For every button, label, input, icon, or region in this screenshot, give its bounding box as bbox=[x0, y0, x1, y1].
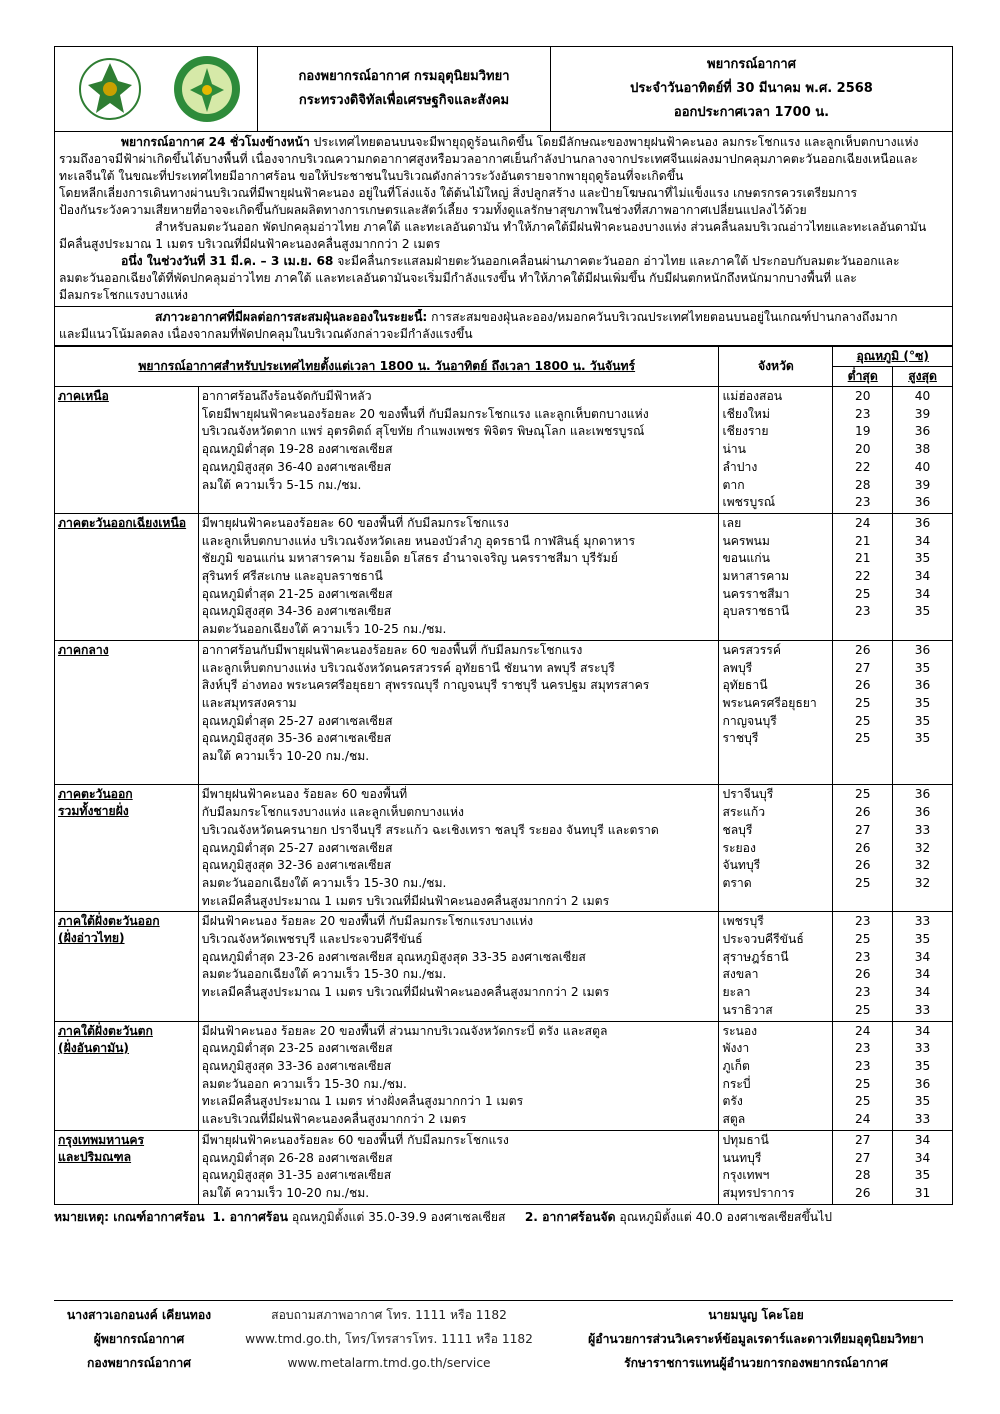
min-temp-value: 19 bbox=[854, 424, 871, 439]
min-temp-list bbox=[833, 387, 893, 514]
region-description bbox=[198, 513, 719, 640]
region-name bbox=[55, 785, 199, 912]
max-temp-value: 34 bbox=[914, 949, 931, 964]
region-row bbox=[55, 1130, 953, 1204]
province-name: น่าน bbox=[722, 442, 746, 457]
description-line: และลูกเห็บตกบางแห่ง บริเวณจังหวัดเลย หนองบัวลำภู อุดรธานี กาฬสินธุ์ มุกดาหาร bbox=[201, 533, 635, 548]
region-row bbox=[55, 640, 953, 785]
region-description bbox=[198, 387, 719, 514]
dust-text: การสะสมของฝุ่นละออง/หมอกควันบริเวณประเทศไทยตอนบนอยู่ในเกณฑ์ปานกลางถึงมาก bbox=[427, 310, 898, 324]
province-name: เพชรบูรณ์ bbox=[722, 495, 776, 510]
min-temp-value: 20 bbox=[854, 442, 871, 457]
description-line: มีพายุฝนฟ้าคะนอง ร้อยละ 60 ของพื้นที่ bbox=[201, 787, 408, 802]
forecaster-name: นางสาวเอกอนงค์ เคียนทอง bbox=[66, 1308, 212, 1322]
summary-line bbox=[59, 185, 948, 202]
region-description bbox=[198, 1021, 719, 1130]
max-temp-value: 33 bbox=[914, 914, 931, 929]
forecast-heading: พยากรณ์อากาศสำหรับประเทศไทยตั้งแต่เวลา 1800 น. วันอาทิตย์ ถึงเวลา 1800 น. วันจันทร์ bbox=[55, 347, 719, 387]
description-line: อุณหภูมิต่ำสุด 25-27 องศาเซลเซียส bbox=[201, 713, 393, 728]
province-list bbox=[719, 640, 833, 785]
max-temp-value: 39 bbox=[914, 406, 931, 421]
description-line: ลมใต้ ความเร็ว 10-20 กม./ชม. bbox=[201, 1185, 370, 1200]
min-temp-value: 27 bbox=[854, 660, 871, 675]
province-name: สตูล bbox=[722, 1112, 746, 1127]
summary-line bbox=[59, 202, 948, 219]
max-temp-list bbox=[893, 513, 953, 640]
max-temp-value: 33 bbox=[914, 1112, 931, 1127]
region-name-line: ภาคตะวันออก bbox=[58, 787, 133, 802]
min-temp-value: 25 bbox=[854, 1076, 871, 1091]
dust-section bbox=[54, 307, 953, 346]
min-temp-value: 23 bbox=[854, 604, 871, 619]
description-line: อุณหภูมิสูงสุด 34-36 องศาเซลเซียส bbox=[201, 604, 392, 619]
description-line: อุณหภูมิต่ำสุด 26-28 องศาเซลเซียส bbox=[201, 1150, 393, 1165]
dust-line bbox=[59, 326, 948, 343]
ministry-logo-icon bbox=[74, 57, 146, 121]
min-temp-list bbox=[833, 640, 893, 785]
min-temp-value: 24 bbox=[854, 1023, 871, 1038]
min-temp-value: 23 bbox=[854, 1059, 871, 1073]
max-temp-value: 39 bbox=[914, 477, 931, 492]
min-temp-value: 26 bbox=[854, 1185, 871, 1200]
contact-phone: สอบถามสภาพอากาศ โทร. 1111 หรือ 1182 bbox=[271, 1308, 507, 1322]
min-temp-value: 25 bbox=[854, 586, 871, 601]
dust-heading: สภาวะอากาศที่มีผลต่อการสะสมฝุ่นละอองในระยะนี้: bbox=[155, 310, 428, 324]
max-temp-value: 35 bbox=[914, 1094, 931, 1109]
max-temp-value: 35 bbox=[914, 660, 931, 675]
province-name: ตาก bbox=[722, 477, 745, 492]
issue-time: ออกประกาศเวลา 1700 น. bbox=[673, 105, 830, 120]
summary-text: มีคลื่นสูงประมาณ 1 เมตร บริเวณที่มีฝนฟ้าคะนองคลื่นสูงมากกว่า 2 เมตร bbox=[59, 237, 441, 251]
min-temp-header: ต่ำสุด bbox=[833, 367, 893, 387]
summary-line bbox=[59, 134, 948, 151]
description-line: โดยมีพายุฝนฟ้าคะนองร้อยละ 20 ของพื้นที่ กับมีลมกระโชกแรง และลูกเห็บตกบางแห่ง bbox=[201, 406, 649, 421]
region-description bbox=[198, 912, 719, 1021]
summary-line bbox=[59, 270, 948, 287]
province-name: ชลบุรี bbox=[722, 822, 753, 837]
description-line: สิงห์บุรี อ่างทอง พระนครศรีอยุธยา สุพรรณบุรี กาญจนบุรี ราชบุรี นครปฐม สมุทรสาคร bbox=[201, 678, 650, 693]
province-name: ภูเก็ต bbox=[722, 1059, 750, 1073]
document-title: พยากรณ์อากาศ bbox=[707, 57, 796, 72]
max-temp-value: 34 bbox=[914, 1023, 931, 1038]
min-temp-value: 25 bbox=[854, 787, 871, 802]
summary-line bbox=[59, 287, 948, 304]
description-line: มีพายุฝนฟ้าคะนองร้อยละ 60 ของพื้นที่ กับมีลมกระโชกแรง bbox=[201, 1132, 509, 1147]
province-name: กรุงเทพฯ bbox=[722, 1168, 770, 1183]
description-line: กับมีลมกระโชกแรงบางแห่ง และลูกเห็บตกบางแห่ง bbox=[201, 805, 464, 820]
region-name-line: และปริมณฑล bbox=[58, 1149, 132, 1164]
contact-info bbox=[229, 1303, 549, 1375]
min-temp-value: 27 bbox=[854, 1132, 871, 1147]
province-name: ลำปาง bbox=[722, 459, 758, 474]
very-hot-label: 2. อากาศร้อนจัด bbox=[524, 1209, 616, 1224]
min-temp-value: 22 bbox=[854, 459, 871, 474]
max-temp-value: 35 bbox=[914, 713, 931, 728]
max-temp-list bbox=[893, 912, 953, 1021]
region-name bbox=[55, 387, 199, 514]
description-line: อุณหภูมิต่ำสุด 25-27 องศาเซลเซียส bbox=[201, 840, 393, 855]
max-temp-list bbox=[893, 1130, 953, 1204]
province-name: เชียงราย bbox=[722, 424, 769, 439]
max-temp-value: 34 bbox=[914, 586, 931, 601]
max-temp-list bbox=[893, 387, 953, 514]
region-name bbox=[55, 513, 199, 640]
director-role: ผู้อำนวยการส่วนวิเคราะห์ข้อมูลเรดาร์และดาวเทียมอุตุนิยมวิทยา bbox=[588, 1332, 924, 1346]
max-temp-value: 34 bbox=[914, 967, 931, 982]
footnote-label: หมายเหตุ: เกณฑ์อากาศร้อน bbox=[54, 1209, 205, 1224]
province-header: จังหวัด bbox=[719, 347, 833, 387]
min-temp-value: 25 bbox=[854, 713, 871, 728]
max-temp-value: 32 bbox=[914, 840, 931, 855]
province-name: ระนอง bbox=[722, 1023, 758, 1038]
logos-cell bbox=[55, 47, 258, 132]
province-name: นครสวรรค์ bbox=[722, 642, 781, 657]
min-temp-value: 25 bbox=[854, 1002, 871, 1017]
region-row bbox=[55, 1021, 953, 1130]
description-line: อุณหภูมิต่ำสุด 23-25 องศาเซลเซียส bbox=[201, 1041, 393, 1056]
director-acting-role: รักษาราชการแทนผู้อำนวยการกองพยากรณ์อากาศ bbox=[624, 1356, 888, 1370]
region-name-line: (ฝั่งอันดามัน) bbox=[58, 1040, 130, 1055]
max-temp-value: 36 bbox=[914, 678, 931, 693]
min-temp-value: 28 bbox=[854, 1168, 871, 1183]
province-name: สงขลา bbox=[722, 967, 759, 982]
forecaster-division: กองพยากรณ์อากาศ bbox=[86, 1356, 192, 1370]
min-temp-value: 21 bbox=[854, 533, 871, 548]
summary-text: ประเทศไทยตอนบนจะมีพายุฤดูร้อนเกิดขึ้น โดยมีลักษณะของพายุฝนฟ้าคะนอง ลมกระโชกแรง และลูกเห็บตกบางแห่ง bbox=[309, 135, 919, 149]
summary-heading: พยากรณ์อากาศ 24 ชั่วโมงข้างหน้า bbox=[121, 135, 310, 149]
min-temp-value: 24 bbox=[854, 1112, 871, 1127]
min-temp-value: 23 bbox=[854, 1041, 871, 1056]
header-table bbox=[54, 46, 953, 132]
region-row bbox=[55, 513, 953, 640]
province-name: ลพบุรี bbox=[722, 660, 753, 675]
description-line: ลมตะวันออกเฉียงใต้ ความเร็ว 15-30 กม./ชม. bbox=[201, 967, 447, 982]
dust-line bbox=[59, 309, 948, 326]
max-temp-value: 38 bbox=[914, 442, 931, 457]
max-temp-value: 35 bbox=[914, 1168, 931, 1183]
province-name: นนทบุรี bbox=[722, 1150, 762, 1165]
province-list bbox=[719, 1021, 833, 1130]
province-name: ตรัง bbox=[722, 1094, 743, 1109]
region-row bbox=[55, 912, 953, 1021]
province-name: นครพนม bbox=[722, 533, 770, 548]
summary-text: จะมีคลื่นกระแสลมฝ่ายตะวันออกเคลื่อนผ่านภาคตะวันออก อ่าวไทย และภาคใต้ ประกอบกับลมตะวันออกและ bbox=[333, 254, 900, 268]
summary-text: รวมถึงอาจมีฟ้าผ่าเกิดขึ้นได้บางพื้นที่ เนื่องจากบริเวณความกดอากาศสูงหรือมวลอากาศเย็นกำลังปานกลางจากประเทศจีนแผ่ลงมาปกคลุมภาคตะวันออกเฉียงเหนือและ bbox=[59, 152, 918, 166]
description-line: อุณหภูมิสูงสุด 36-40 องศาเซลเซียส bbox=[201, 459, 392, 474]
min-temp-value: 25 bbox=[854, 731, 871, 746]
min-temp-value: 25 bbox=[854, 1094, 871, 1109]
province-name: พระนครศรีอยุธยา bbox=[722, 695, 817, 710]
region-name bbox=[55, 1021, 199, 1130]
summary-section bbox=[54, 132, 953, 307]
region-name-line: (ฝั่งอ่าวไทย) bbox=[58, 931, 125, 946]
region-name-line: รวมทั้งชายฝั่ง bbox=[58, 804, 129, 819]
province-name: กาญจนบุรี bbox=[722, 713, 777, 728]
min-temp-value: 26 bbox=[854, 678, 871, 693]
title-cell bbox=[551, 47, 953, 132]
description-line: ชัยภูมิ ขอนแก่น มหาสารคาม ร้อยเอ็ด ยโสธร อำนาจเจริญ นครราชสีมา บุรีรัมย์ bbox=[201, 551, 618, 566]
description-line: อุณหภูมิสูงสุด 33-36 องศาเซลเซียส bbox=[201, 1059, 392, 1073]
province-name: นราธิวาส bbox=[722, 1002, 773, 1017]
max-temp-value: 31 bbox=[914, 1185, 931, 1200]
min-temp-value: 26 bbox=[854, 967, 871, 982]
max-temp-value: 33 bbox=[914, 1002, 931, 1017]
description-line: มีฝนฟ้าคะนอง ร้อยละ 20 ของพื้นที่ ส่วนมากบริเวณจังหวัดกระบี่ ตรัง และสตูล bbox=[201, 1023, 608, 1038]
min-temp-value: 23 bbox=[854, 914, 871, 929]
dust-text: และมีแนวโน้มลดลง เนื่องจากลมที่พัดปกคลุมในบริเวณดังกล่าวจะมีกำลังแรงขึ้น bbox=[59, 327, 473, 341]
min-temp-value: 27 bbox=[854, 822, 871, 837]
province-name: จันทบุรี bbox=[722, 858, 761, 873]
summary-line bbox=[59, 253, 948, 270]
max-temp-value: 34 bbox=[914, 569, 931, 584]
max-temp-value: 36 bbox=[914, 805, 931, 820]
region-name-line: ภาคใต้ฝั่งตะวันออก bbox=[58, 914, 160, 929]
max-temp-value: 35 bbox=[914, 932, 931, 947]
contact-website[interactable]: www.tmd.go.th, โทร/โทรสารโทร. 1111 หรือ 1182 bbox=[245, 1332, 533, 1346]
province-name: ปทุมธานี bbox=[722, 1132, 769, 1147]
description-line: อากาศร้อนกับมีพายุฝนฟ้าคะนองร้อยละ 60 ของพื้นที่ กับมีลมกระโชกแรง bbox=[201, 642, 583, 657]
max-temp-value: 32 bbox=[914, 875, 931, 890]
min-temp-value: 28 bbox=[854, 477, 871, 492]
org-name: กองพยากรณ์อากาศ กรมอุตุนิยมวิทยา bbox=[298, 69, 510, 84]
min-temp-value: 26 bbox=[854, 805, 871, 820]
summary-heading: อนึ่ง ในช่วงวันที่ 31 มี.ค. – 3 เม.ย. 68 bbox=[121, 254, 334, 268]
min-temp-list bbox=[833, 1130, 893, 1204]
max-temp-value: 40 bbox=[914, 389, 931, 403]
min-temp-value: 23 bbox=[854, 495, 871, 510]
province-list bbox=[719, 513, 833, 640]
province-list bbox=[719, 387, 833, 514]
province-name: สมุทรปราการ bbox=[722, 1185, 795, 1200]
contact-service-link[interactable]: www.metalarm.tmd.go.th/service bbox=[287, 1356, 491, 1370]
description-line: ลมใต้ ความเร็ว 10-20 กม./ชม. bbox=[201, 749, 370, 764]
region-name-line: ภาคกลาง bbox=[58, 642, 109, 657]
region-description bbox=[198, 785, 719, 912]
description-line: สุรินทร์ ศรีสะเกษ และอุบลราชธานี bbox=[201, 569, 383, 584]
region-row bbox=[55, 785, 953, 912]
province-list bbox=[719, 785, 833, 912]
province-name: ยะลา bbox=[722, 985, 751, 1000]
region-name-line: กรุงเทพมหานคร bbox=[58, 1132, 145, 1147]
description-line: อุณหภูมิต่ำสุด 19-28 องศาเซลเซียส bbox=[201, 442, 393, 457]
province-name: อุบลราชธานี bbox=[722, 604, 790, 619]
summary-text: ป้องกันระวังความเสียหายที่อาจจะเกิดขึ้นกับผลผลิตทางการเกษตรและสัตว์เลี้ยง รวมทั้งดูแลรักษาสุขภาพในช่วงที่สภาพอากาศเปลี่ยนแปลงไว้ด้วย bbox=[59, 203, 807, 217]
province-name: สระแก้ว bbox=[722, 805, 766, 820]
forecast-document bbox=[54, 46, 953, 1227]
summary-text: มีลมกระโชกแรงบางแห่ง bbox=[59, 288, 188, 302]
max-temp-value: 34 bbox=[914, 985, 931, 1000]
min-temp-value: 24 bbox=[854, 515, 871, 530]
province-name: เพชรบุรี bbox=[722, 914, 764, 929]
min-temp-value: 26 bbox=[854, 840, 871, 855]
min-temp-value: 25 bbox=[854, 695, 871, 710]
signature-block bbox=[54, 1300, 953, 1370]
forecaster-signature bbox=[54, 1303, 224, 1375]
region-name-line: ภาคเหนือ bbox=[58, 389, 109, 403]
hot-label: 1. อากาศร้อน bbox=[212, 1209, 289, 1224]
province-name: นครราชสีมา bbox=[722, 586, 790, 601]
tmd-logo-icon bbox=[172, 54, 242, 124]
description-line: และลูกเห็บตกบางแห่ง บริเวณจังหวัดนครสวรรค์ อุทัยธานี ชัยนาท ลพบุรี สระบุรี bbox=[201, 660, 615, 675]
province-name: สุราษฎร์ธานี bbox=[722, 949, 789, 964]
region-name bbox=[55, 1130, 199, 1204]
province-name: พังงา bbox=[722, 1041, 750, 1056]
max-temp-value: 35 bbox=[914, 1059, 931, 1073]
province-name: เลย bbox=[722, 515, 742, 530]
min-temp-value: 20 bbox=[854, 389, 871, 403]
province-list bbox=[719, 1130, 833, 1204]
min-temp-list bbox=[833, 1021, 893, 1130]
description-line: และสมุทรสงคราม bbox=[201, 695, 297, 710]
province-name: อุทัยธานี bbox=[722, 678, 768, 693]
max-temp-value: 34 bbox=[914, 1150, 931, 1165]
description-line bbox=[202, 766, 716, 784]
region-name-line: ภาคตะวันออกเฉียงเหนือ bbox=[58, 515, 187, 530]
description-line: อุณหภูมิสูงสุด 32-36 องศาเซลเซียส bbox=[201, 858, 392, 873]
very-hot-criteria: อุณหภูมิตั้งแต่ 40.0 องศาเซลเซียสขึ้นไป bbox=[615, 1209, 832, 1224]
document-date: ประจำวันอาทิตย์ที่ 30 มีนาคม พ.ศ. 2568 bbox=[630, 81, 873, 96]
max-temp-value: 35 bbox=[914, 604, 931, 619]
description-line: บริเวณจังหวัดนครนายก ปราจีนบุรี สระแก้ว ฉะเชิงเทรา ชลบุรี ระยอง จันทบุรี และตราด bbox=[201, 822, 659, 837]
footnote bbox=[54, 1208, 953, 1227]
max-temp-value: 35 bbox=[914, 695, 931, 710]
min-temp-value: 23 bbox=[854, 406, 871, 421]
province-name: มหาสารคาม bbox=[722, 569, 790, 584]
min-temp-value: 25 bbox=[854, 932, 871, 947]
max-temp-value: 35 bbox=[914, 731, 931, 746]
description-line: บริเวณจังหวัดเพชรบุรี และประจวบคีรีขันธ์ bbox=[201, 932, 423, 947]
max-temp-header: สูงสุด bbox=[893, 367, 953, 387]
director-signature bbox=[559, 1303, 953, 1375]
summary-text: โดยหลีกเลี่ยงการเดินทางผ่านบริเวณที่มีพายุฝนฟ้าคะนอง อยู่ในที่โล่งแจ้ง ใต้ต้นไม้ใหญ่ สิ่งปลูกสร้าง และป้ายโฆษณาที่ไม่แข็งแรง เกษตรกรควรเตรียมการ bbox=[59, 186, 858, 200]
director-name: นายมนูญ โคะโอย bbox=[708, 1308, 804, 1322]
max-temp-value: 35 bbox=[914, 551, 931, 566]
province-name: กระบี่ bbox=[722, 1076, 751, 1091]
min-temp-list bbox=[833, 513, 893, 640]
min-temp-value: 21 bbox=[854, 551, 871, 566]
description-line: ลมใต้ ความเร็ว 5-15 กม./ชม. bbox=[201, 477, 362, 492]
region-name bbox=[55, 640, 199, 785]
description-line: มีฝนฟ้าคะนอง ร้อยละ 20 ของพื้นที่ กับมีลมกระโชกแรงบางแห่ง bbox=[201, 914, 534, 929]
max-temp-value: 33 bbox=[914, 822, 931, 837]
description-line: ลมตะวันออกเฉียงใต้ ความเร็ว 10-25 กม./ชม. bbox=[201, 622, 447, 637]
description-line: ลมตะวันออก ความเร็ว 15-30 กม./ชม. bbox=[201, 1076, 407, 1091]
description-line: อุณหภูมิต่ำสุด 21-25 องศาเซลเซียส bbox=[201, 586, 393, 601]
max-temp-list bbox=[893, 640, 953, 785]
summary-line bbox=[59, 151, 948, 168]
summary-text: ทะเลจีนใต้ ในขณะที่ประเทศไทยมีอากาศร้อน ขอให้ประชาชนในบริเวณดังกล่าวระวังอันตรายจากพายุฤดูร้อนที่จะเกิดขึ้น bbox=[59, 169, 684, 183]
province-name: เชียงใหม่ bbox=[722, 406, 770, 421]
max-temp-value: 36 bbox=[914, 1076, 931, 1091]
summary-text: สำหรับลมตะวันออก พัดปกคลุมอ่าวไทย ภาคใต้ และทะเลอันดามัน ทำให้ภาคใต้มีฝนฟ้าคะนองบางแห่ง ส่วนคลื่นลมบริเวณอ่าวไทยและทะเลอันดามัน bbox=[155, 220, 927, 234]
description-line bbox=[202, 1002, 716, 1020]
max-temp-value: 36 bbox=[914, 495, 931, 510]
min-temp-value: 26 bbox=[854, 642, 871, 657]
province-name: ราชบุรี bbox=[722, 731, 759, 746]
min-temp-value: 23 bbox=[854, 985, 871, 1000]
max-temp-value: 36 bbox=[914, 642, 931, 657]
max-temp-value: 40 bbox=[914, 459, 931, 474]
description-line: อุณหภูมิต่ำสุด 23-26 องศาเซลเซียส อุณหภูมิสูงสุด 33-35 องศาเซลเซียส bbox=[201, 949, 586, 964]
description-line: บริเวณจังหวัดตาก แพร่ อุตรดิตถ์ สุโขทัย กำแพงเพชร พิจิตร พิษณุโลก และเพชรบูรณ์ bbox=[201, 424, 645, 439]
max-temp-value: 32 bbox=[914, 858, 931, 873]
province-name: แม่ฮ่องสอน bbox=[722, 389, 783, 403]
organization-cell bbox=[258, 47, 551, 132]
min-temp-value: 27 bbox=[854, 1150, 871, 1165]
min-temp-value: 23 bbox=[854, 949, 871, 964]
min-temp-value: 25 bbox=[854, 875, 871, 890]
summary-line bbox=[59, 236, 948, 253]
max-temp-value: 36 bbox=[914, 787, 931, 802]
description-line: ทะเลมีคลื่นสูงประมาณ 1 เมตร บริเวณที่มีฝนฟ้าคะนองคลื่นสูงมากกว่า 2 เมตร bbox=[201, 985, 610, 1000]
min-temp-value: 26 bbox=[854, 858, 871, 873]
province-name: ประจวบคีรีขันธ์ bbox=[722, 932, 804, 947]
description-line: และบริเวณที่มีฝนฟ้าคะนองคลื่นสูงมากกว่า 2 เมตร bbox=[201, 1112, 467, 1127]
description-line: ทะเลมีคลื่นสูงประมาณ 1 เมตร ห่างฝั่งคลื่นสูงมากกว่า 1 เมตร bbox=[201, 1094, 524, 1109]
forecaster-role: ผู้พยากรณ์อากาศ bbox=[93, 1332, 185, 1346]
forecast-table bbox=[54, 346, 953, 1205]
province-list bbox=[719, 912, 833, 1021]
description-line: อุณหภูมิสูงสุด 35-36 องศาเซลเซียส bbox=[201, 731, 392, 746]
max-temp-value: 36 bbox=[914, 515, 931, 530]
province-name: ตราด bbox=[722, 875, 752, 890]
temperature-header: อุณหภูมิ (°ซ) bbox=[833, 347, 953, 367]
min-temp-list bbox=[833, 785, 893, 912]
hot-criteria: อุณหภูมิตั้งแต่ 35.0-39.9 องศาเซลเซียส bbox=[288, 1209, 506, 1224]
description-line: ลมตะวันออกเฉียงใต้ ความเร็ว 15-30 กม./ชม. bbox=[201, 875, 447, 890]
max-temp-value: 36 bbox=[914, 424, 931, 439]
ministry-name: กระทรวงดิจิทัลเพื่อเศรษฐกิจและสังคม bbox=[298, 93, 510, 108]
province-name: ปราจีนบุรี bbox=[722, 787, 774, 802]
description-line: อุณหภูมิสูงสุด 31-35 องศาเซลเซียส bbox=[201, 1168, 392, 1183]
region-name bbox=[55, 912, 199, 1021]
province-name: ขอนแก่น bbox=[722, 551, 770, 566]
region-description bbox=[198, 1130, 719, 1204]
region-row bbox=[55, 387, 953, 514]
max-temp-value: 34 bbox=[914, 533, 931, 548]
region-name-line: ภาคใต้ฝั่งตะวันตก bbox=[58, 1023, 153, 1038]
summary-line bbox=[59, 219, 948, 236]
region-description bbox=[198, 640, 719, 785]
max-temp-list bbox=[893, 1021, 953, 1130]
description-line: อากาศร้อนถึงร้อนจัดกับมีฟ้าหลัว bbox=[201, 389, 372, 403]
description-line: มีพายุฝนฟ้าคะนองร้อยละ 60 ของพื้นที่ กับมีลมกระโชกแรง bbox=[201, 515, 509, 530]
description-line: ทะเลมีคลื่นสูงประมาณ 1 เมตร บริเวณที่มีฝนฟ้าคะนองคลื่นสูงมากกว่า 2 เมตร bbox=[201, 893, 610, 908]
max-temp-list bbox=[893, 785, 953, 912]
summary-text: ลมตะวันออกเฉียงใต้ที่พัดปกคลุมอ่าวไทย ภาคใต้ และทะเลอันดามันจะเริ่มมีกำลังแรงขึ้น ทำให้ภาคใต้มีฝนเพิ่มขึ้น กับมีฝนตกหนักถึงหนักมากบางพื้นที่ และ bbox=[59, 271, 857, 285]
summary-line bbox=[59, 168, 948, 185]
max-temp-value: 34 bbox=[914, 1132, 931, 1147]
max-temp-value: 33 bbox=[914, 1041, 931, 1056]
min-temp-list bbox=[833, 912, 893, 1021]
province-name: ระยอง bbox=[722, 840, 756, 855]
min-temp-value: 22 bbox=[854, 569, 871, 584]
